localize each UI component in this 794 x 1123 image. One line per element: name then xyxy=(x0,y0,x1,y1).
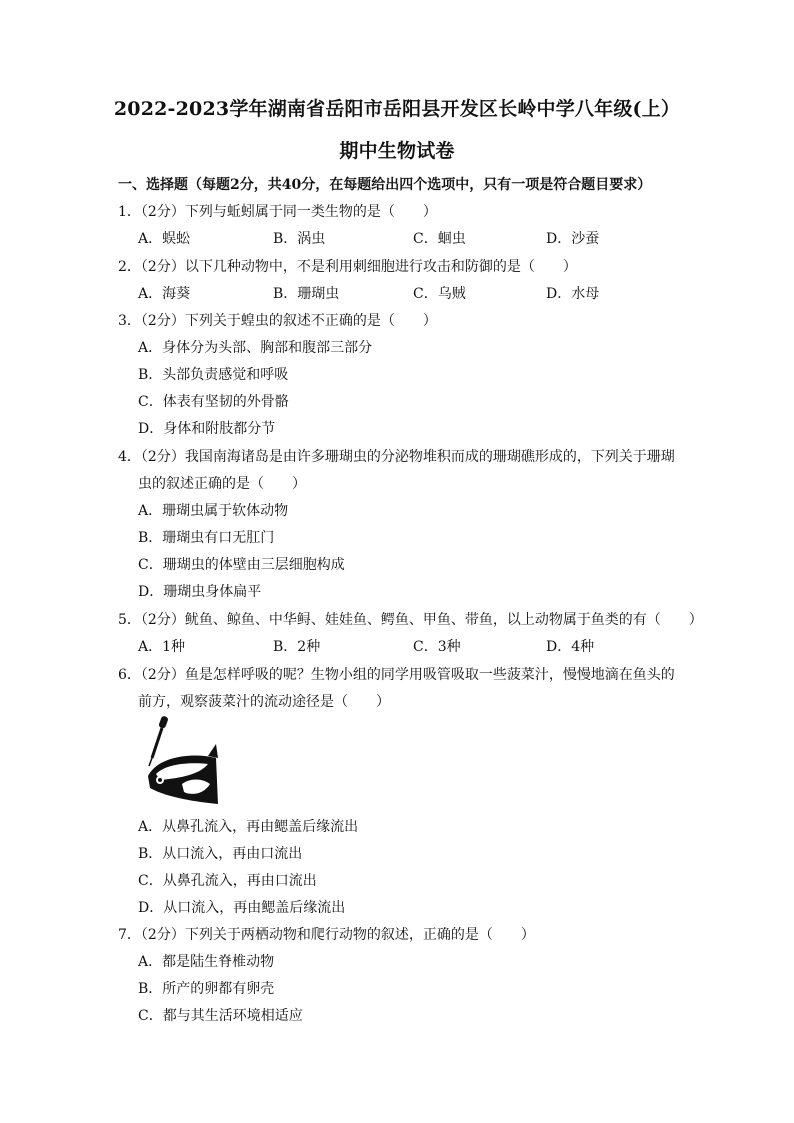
dropper-icon xyxy=(149,715,169,766)
question-4-option-a: A．珊瑚虫属于软体动物 xyxy=(138,503,289,519)
fish-dropper-figure xyxy=(138,714,228,806)
question-2-option-b: B．珊瑚虫 xyxy=(273,286,340,302)
question-6-option-b: B．从口流入，再由口流出 xyxy=(138,846,303,862)
question-1-option-d: D．沙蚕 xyxy=(546,231,600,247)
question-1-option-c: C．蛔虫 xyxy=(413,231,466,247)
question-1-option-a: A．蜈蚣 xyxy=(138,231,191,247)
question-6-option-d: D．从口流入，再由鳃盖后缘流出 xyxy=(138,900,346,916)
question-3-option-a: A．身体分为头部、胸部和腹部三部分 xyxy=(138,340,373,356)
question-1-option-b: B．涡虫 xyxy=(273,231,326,247)
section-heading: 一、选择题（每题2分，共40分，在每题给出四个选项中，只有一项是符合题目要求） xyxy=(118,177,652,193)
question-5-option-c: C．3种 xyxy=(413,639,461,655)
question-2-option-c: C．乌贼 xyxy=(413,286,466,302)
question-5-option-b: B．2种 xyxy=(273,639,321,655)
question-4-option-b: B．珊瑚虫有口无肛门 xyxy=(138,530,275,546)
question-4-stem-line1: 4．（2分）我国南海诸岛是由许多珊瑚虫的分泌物堆积而成的珊瑚礁形成的，下列关于珊瑚 xyxy=(118,449,675,465)
question-4-stem-line2: 虫的叙述正确的是（ ） xyxy=(138,476,306,492)
question-1-stem: 1．（2分）下列与蚯蚓属于同一类生物的是（ ） xyxy=(118,204,437,220)
question-3-option-b: B．头部负责感觉和呼吸 xyxy=(138,367,289,383)
question-2-stem: 2．（2分）以下几种动物中，不是利用刺细胞进行攻击和防御的是（ ） xyxy=(118,259,577,275)
question-5-stem: 5．（2分）鱿鱼、鲸鱼、中华鲟、娃娃鱼、鳄鱼、甲鱼、带鱼，以上动物属于鱼类的有（ ） xyxy=(118,612,703,628)
question-7-option-c: C．都与其生活环境相适应 xyxy=(138,1008,303,1024)
question-7-option-a: A．都是陆生脊椎动物 xyxy=(138,954,275,970)
question-3-stem: 3．（2分）下列关于蝗虫的叙述不正确的是（ ） xyxy=(118,313,437,329)
question-2-option-d: D．水母 xyxy=(546,286,600,302)
page-title-line2: 期中生物试卷 xyxy=(339,140,455,162)
question-6-stem-line2: 前方，观察菠菜汁的流动途径是（ ） xyxy=(138,694,390,710)
question-7-option-b: B．所产的卵都有卵壳 xyxy=(138,981,275,997)
fish-icon xyxy=(148,744,218,804)
question-5-option-d: D．4种 xyxy=(546,639,595,655)
question-3-option-d: D．身体和附肢都分节 xyxy=(138,421,276,437)
question-6-option-a: A．从鼻孔流入，再由鳃盖后缘流出 xyxy=(138,819,359,835)
question-4-option-c: C．珊瑚虫的体壁由三层细胞构成 xyxy=(138,557,345,573)
question-6-option-c: C．从鼻孔流入，再由口流出 xyxy=(138,873,317,889)
question-4-option-d: D．珊瑚虫身体扁平 xyxy=(138,584,262,600)
page-title-line1: 2022-2023学年湖南省岳阳市岳阳县开发区长岭中学八年级(上） xyxy=(113,98,681,120)
question-6-stem-line1: 6．（2分）鱼是怎样呼吸的呢？生物小组的同学用吸管吸取一些菠菜汁，慢慢地滴在鱼头的 xyxy=(118,667,675,683)
question-2-option-a: A．海葵 xyxy=(138,286,191,302)
question-3-option-c: C．体表有坚韧的外骨骼 xyxy=(138,394,289,410)
question-7-stem: 7．（2分）下列关于两栖动物和爬行动物的叙述，正确的是（ ） xyxy=(118,927,535,943)
question-5-option-a: A．1种 xyxy=(138,639,186,655)
